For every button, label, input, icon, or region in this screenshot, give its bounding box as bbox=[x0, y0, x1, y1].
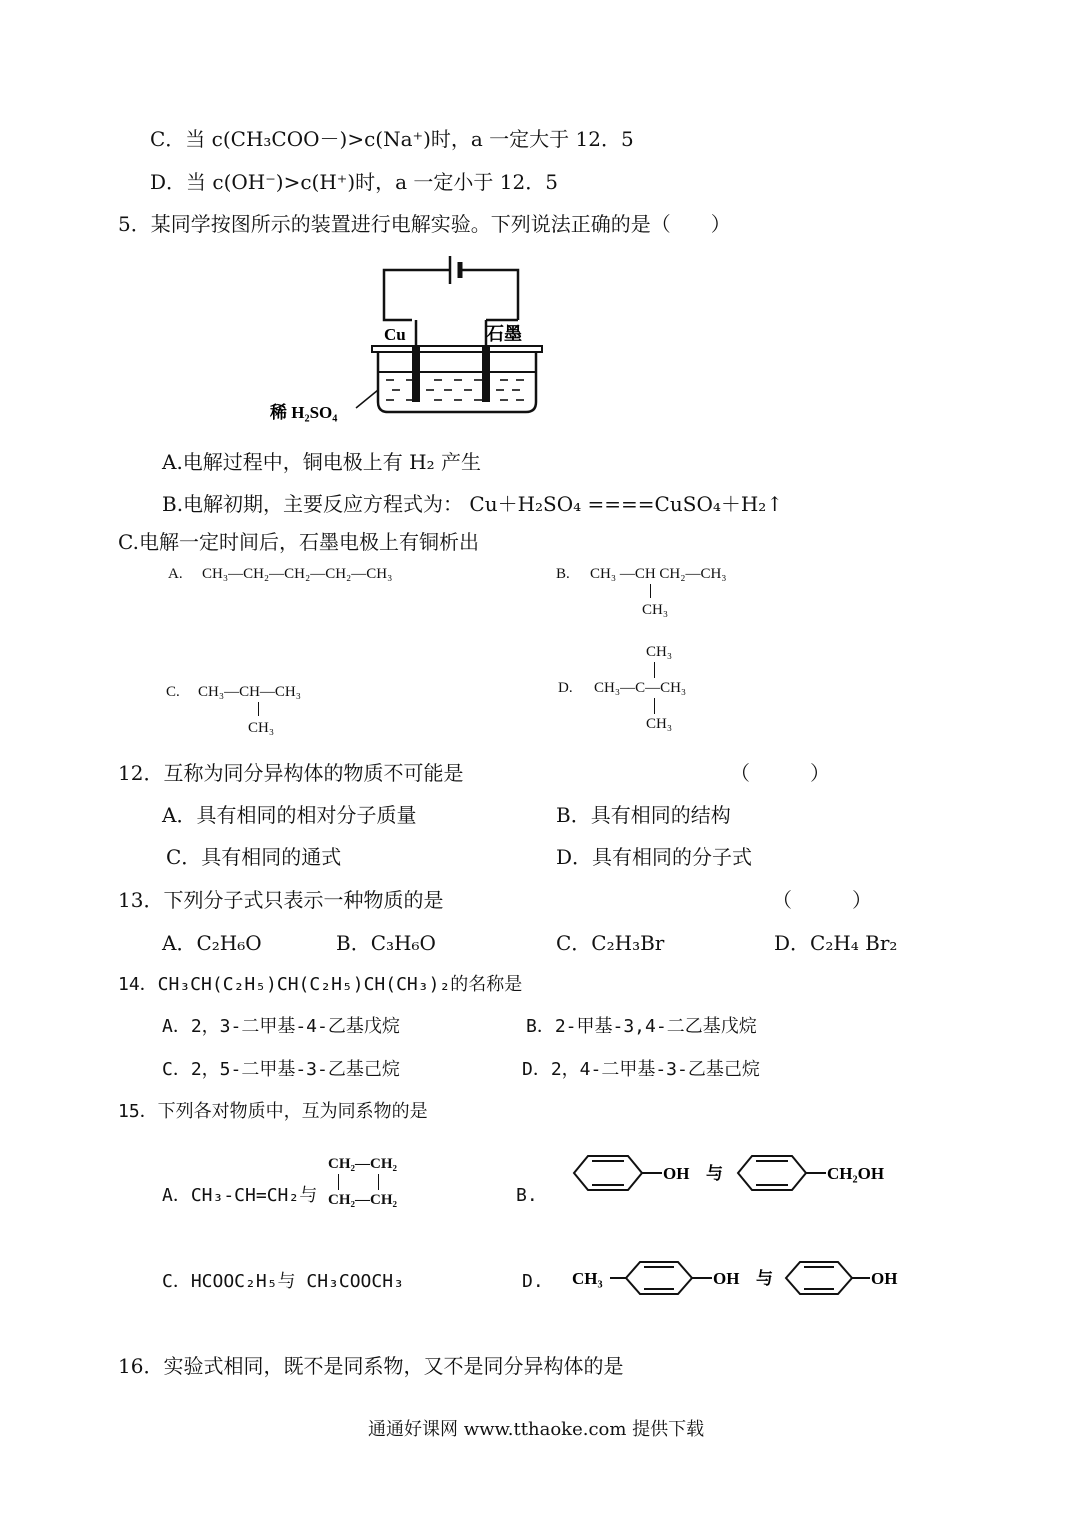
struct-c-bond bbox=[258, 702, 259, 716]
benzene-ring-icon bbox=[626, 1262, 692, 1294]
benzene-ring-icon bbox=[786, 1262, 852, 1294]
q12-option-a: A．具有相同的相对分子质量 bbox=[162, 803, 417, 827]
struct-c-main: CH₃—CH—CH₃ bbox=[198, 684, 301, 700]
q5-option-a: A.电解过程中，铜电极上有 H₂ 产生 bbox=[162, 450, 481, 474]
q13-answer-paren: （ ） bbox=[772, 888, 872, 912]
q15-stem: 15．下列各对物质中，互为同系物的是 bbox=[118, 1101, 428, 1122]
b-ch2oh-label: CH₂OH bbox=[827, 1164, 885, 1183]
graphite-electrode bbox=[482, 346, 490, 402]
electrolysis-diagram bbox=[260, 250, 560, 430]
b-oh-label: OH bbox=[663, 1164, 690, 1183]
q5-stem: 5．某同学按图所示的装置进行电解实验。下列说法正确的是（ ） bbox=[118, 212, 731, 236]
q15-option-b-structures bbox=[566, 1148, 906, 1198]
q13-option-c: C．C₂H₃Br bbox=[556, 931, 665, 955]
q14-stem: 14．CH₃CH(C₂H₅)CH(C₂H₅)CH(CH₃)₂的名称是 bbox=[118, 974, 523, 995]
q15-option-a: A．CH₃-CH=CH₂与 bbox=[162, 1185, 318, 1206]
struct-b-branch: CH₃ bbox=[642, 602, 669, 618]
q15-option-d-label: D. bbox=[522, 1271, 544, 1292]
q12-option-b: B．具有相同的结构 bbox=[556, 803, 731, 827]
q12-option-d: D．具有相同的分子式 bbox=[556, 845, 753, 869]
q14-option-c: C．2，5-二甲基-3-乙基己烷 bbox=[162, 1059, 400, 1080]
q5-option-b: B.电解初期，主要反应方程式为： Cu＋H₂SO₄ ====CuSO₄＋H₂↑ bbox=[162, 492, 784, 516]
label-cu: Cu bbox=[384, 325, 406, 344]
q4-option-d: D．当 c(OH⁻)>c(H⁺)时，a 一定小于 12．5 bbox=[150, 170, 558, 194]
struct-a-formula: CH₃—CH₂—CH₂—CH₂—CH₃ bbox=[202, 566, 393, 582]
q4-option-c: C．当 c(CH₃COO－)>c(Na⁺)时，a 一定大于 12．5 bbox=[150, 127, 634, 151]
struct-b-main: CH₃ —CH CH₂—CH₃ bbox=[590, 566, 727, 582]
q12-answer-paren: （ ） bbox=[730, 761, 830, 785]
label-dilute-sulfuric-acid: 稀 H₂SO₄ bbox=[270, 403, 338, 422]
struct-c-label: C. bbox=[166, 684, 180, 700]
struct-b-label: B. bbox=[556, 566, 570, 582]
q5-option-c: C.电解一定时间后，石墨电极上有铜析出 bbox=[118, 530, 479, 554]
q16-stem: 16．实验式相同，既不是同系物，又不是同分异构体的是 bbox=[118, 1354, 624, 1378]
cyclobutane-top: CH₂—CH₂ bbox=[328, 1156, 397, 1172]
label-graphite: 石墨 bbox=[486, 324, 522, 344]
struct-d-top: CH₃ bbox=[646, 644, 673, 660]
benzene-ring-icon bbox=[574, 1156, 642, 1190]
q13-option-d: D．C₂H₄ Br₂ bbox=[774, 931, 898, 955]
d-and-label: 与 bbox=[756, 1269, 773, 1288]
q15-option-b-label: B. bbox=[516, 1185, 538, 1206]
q14-option-a: A．2，3-二甲基-4-乙基戊烷 bbox=[162, 1016, 400, 1037]
struct-c-branch: CH₃ bbox=[248, 720, 275, 736]
copper-electrode bbox=[412, 346, 420, 402]
page-footer: 通通好课网 www.tthaoke.com 提供下载 bbox=[368, 1419, 705, 1440]
d-ch3-label: CH₃ bbox=[572, 1269, 603, 1288]
q14-option-b: B．2-甲基-3,4-二乙基戊烷 bbox=[526, 1016, 757, 1037]
struct-a-label: A. bbox=[168, 566, 183, 582]
q12-stem: 12．互称为同分异构体的物质不可能是 bbox=[118, 761, 464, 785]
q12-option-c: C．具有相同的通式 bbox=[166, 845, 342, 869]
d-oh-label-1: OH bbox=[713, 1269, 740, 1288]
d-oh-label-2: OH bbox=[871, 1269, 898, 1288]
q14-option-d: D．2，4-二甲基-3-乙基己烷 bbox=[522, 1059, 760, 1080]
q13-stem: 13．下列分子式只表示一种物质的是 bbox=[118, 888, 444, 912]
benzene-ring-icon bbox=[738, 1156, 806, 1190]
cyclobutane-bottom: CH₂—CH₂ bbox=[328, 1192, 397, 1208]
struct-d-bottom: CH₃ bbox=[646, 716, 673, 732]
q13-option-a: A．C₂H₆O bbox=[162, 931, 262, 955]
q13-option-b: B．C₃H₆O bbox=[336, 931, 436, 955]
struct-b-bond bbox=[650, 584, 651, 598]
struct-d-label: D. bbox=[558, 680, 573, 696]
q15-option-d-structures bbox=[570, 1256, 910, 1302]
struct-d-main: CH₃—C—CH₃ bbox=[594, 680, 687, 696]
b-and-label: 与 bbox=[706, 1164, 723, 1183]
q15-option-c: C．HCOOC₂H₅与 CH₃COOCH₃ bbox=[162, 1271, 404, 1292]
